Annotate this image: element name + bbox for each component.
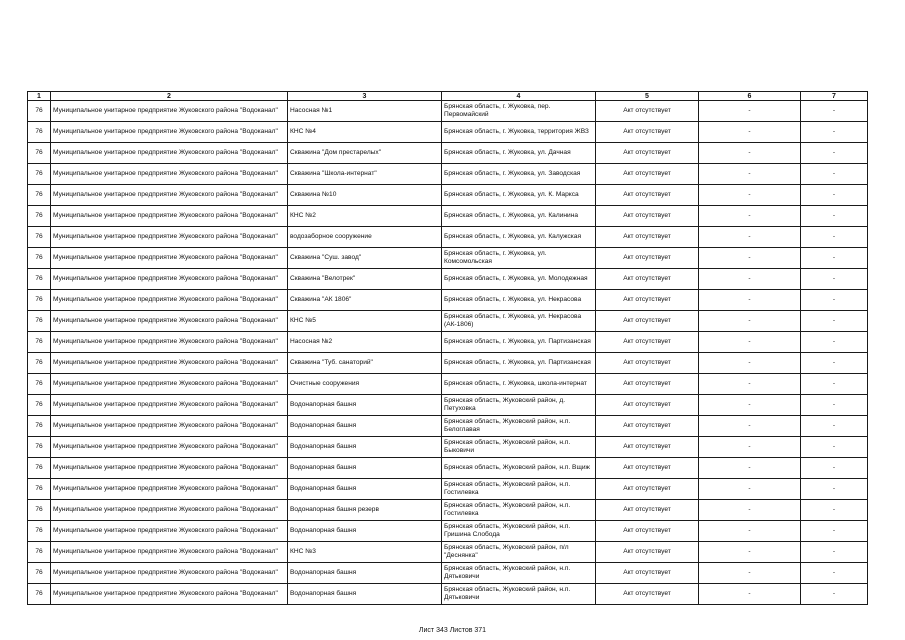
column-6-cell: - bbox=[699, 164, 801, 185]
address-cell: Брянская область, Жуковский район, н.п. Вщиж bbox=[442, 458, 596, 479]
address-cell: Брянская область, Жуковский район, д. Петуховка bbox=[442, 395, 596, 416]
object-cell: КНС №3 bbox=[288, 542, 442, 563]
object-cell: Очистные сооружения bbox=[288, 374, 442, 395]
column-header: 2 bbox=[51, 92, 288, 101]
object-cell: Скважина "Туб. санаторий" bbox=[288, 353, 442, 374]
column-7-cell: - bbox=[801, 206, 868, 227]
row-number-cell: 76 bbox=[28, 227, 51, 248]
organization-cell: Муниципальное унитарное предприятие Жуковского района "Водоканал" bbox=[51, 122, 288, 143]
column-6-cell: - bbox=[699, 395, 801, 416]
table-row bbox=[28, 479, 868, 500]
organization-cell: Муниципальное унитарное предприятие Жуковского района "Водоканал" bbox=[51, 332, 288, 353]
act-status-cell: Акт отсутствует bbox=[596, 458, 699, 479]
address-cell: Брянская область, г. Жуковка, ул. Партизанская bbox=[442, 353, 596, 374]
object-cell: Скважина "Дом престарелых" bbox=[288, 143, 442, 164]
column-6-cell: - bbox=[699, 143, 801, 164]
address-cell: Брянская область, г. Жуковка, пер. Первомайский bbox=[442, 101, 596, 122]
organization-cell: Муниципальное унитарное предприятие Жуковского района "Водоканал" bbox=[51, 101, 288, 122]
row-number-cell: 76 bbox=[28, 374, 51, 395]
table-row bbox=[28, 143, 868, 164]
object-cell: Скважина "Суш. завод" bbox=[288, 248, 442, 269]
object-cell: Водонапорная башня bbox=[288, 563, 442, 584]
address-cell: Брянская область, Жуковский район, п/л "Деснянка" bbox=[442, 542, 596, 563]
table-row bbox=[28, 437, 868, 458]
address-cell: Брянская область, г. Жуковка, ул. Молодежная bbox=[442, 269, 596, 290]
column-7-cell: - bbox=[801, 395, 868, 416]
table-row bbox=[28, 563, 868, 584]
organization-cell: Муниципальное унитарное предприятие Жуковского района "Водоканал" bbox=[51, 143, 288, 164]
object-cell: Водонапорная башня bbox=[288, 458, 442, 479]
row-number-cell: 76 bbox=[28, 521, 51, 542]
table-header bbox=[28, 92, 868, 101]
column-7-cell: - bbox=[801, 311, 868, 332]
row-number-cell: 76 bbox=[28, 542, 51, 563]
row-number-cell: 76 bbox=[28, 164, 51, 185]
object-cell: Водонапорная башня bbox=[288, 395, 442, 416]
object-cell: Водонапорная башня bbox=[288, 416, 442, 437]
address-cell: Брянская область, Жуковский район, н.п. Дятьковичи bbox=[442, 563, 596, 584]
object-cell: Скважина "Школа-интернат" bbox=[288, 164, 442, 185]
column-6-cell: - bbox=[699, 416, 801, 437]
object-cell: Водонапорная башня bbox=[288, 437, 442, 458]
row-number-cell: 76 bbox=[28, 290, 51, 311]
column-7-cell: - bbox=[801, 416, 868, 437]
object-cell: Водонапорная башня bbox=[288, 521, 442, 542]
act-status-cell: Акт отсутствует bbox=[596, 290, 699, 311]
column-6-cell: - bbox=[699, 437, 801, 458]
table-row bbox=[28, 248, 868, 269]
organization-cell: Муниципальное унитарное предприятие Жуковского района "Водоканал" bbox=[51, 479, 288, 500]
act-status-cell: Акт отсутствует bbox=[596, 374, 699, 395]
organization-cell: Муниципальное унитарное предприятие Жуковского района "Водоканал" bbox=[51, 290, 288, 311]
address-cell: Брянская область, г. Жуковка, ул. Калужская bbox=[442, 227, 596, 248]
organization-cell: Муниципальное унитарное предприятие Жуковского района "Водоканал" bbox=[51, 374, 288, 395]
table-row bbox=[28, 290, 868, 311]
act-status-cell: Акт отсутствует bbox=[596, 563, 699, 584]
column-7-cell: - bbox=[801, 269, 868, 290]
organization-cell: Муниципальное унитарное предприятие Жуковского района "Водоканал" bbox=[51, 164, 288, 185]
column-6-cell: - bbox=[699, 122, 801, 143]
act-status-cell: Акт отсутствует bbox=[596, 122, 699, 143]
column-7-cell: - bbox=[801, 332, 868, 353]
address-cell: Брянская область, г. Жуковка, территория ЖВЗ bbox=[442, 122, 596, 143]
column-6-cell: - bbox=[699, 101, 801, 122]
act-status-cell: Акт отсутствует bbox=[596, 521, 699, 542]
column-7-cell: - bbox=[801, 437, 868, 458]
act-status-cell: Акт отсутствует bbox=[596, 416, 699, 437]
address-cell: Брянская область, г. Жуковка, ул. Партизанская bbox=[442, 332, 596, 353]
column-6-cell: - bbox=[699, 479, 801, 500]
table-row bbox=[28, 311, 868, 332]
row-number-cell: 76 bbox=[28, 353, 51, 374]
address-cell: Брянская область, Жуковский район, н.п. Быковичи bbox=[442, 437, 596, 458]
table-row bbox=[28, 164, 868, 185]
row-number-cell: 76 bbox=[28, 206, 51, 227]
table-row bbox=[28, 101, 868, 122]
address-cell: Брянская область, г. Жуковка, школа-интернат bbox=[442, 374, 596, 395]
object-cell: КНС №5 bbox=[288, 311, 442, 332]
column-header: 4 bbox=[442, 92, 596, 101]
organization-cell: Муниципальное унитарное предприятие Жуковского района "Водоканал" bbox=[51, 269, 288, 290]
table-row bbox=[28, 395, 868, 416]
column-7-cell: - bbox=[801, 227, 868, 248]
organization-cell: Муниципальное унитарное предприятие Жуковского района "Водоканал" bbox=[51, 248, 288, 269]
organization-cell: Муниципальное унитарное предприятие Жуковского района "Водоканал" bbox=[51, 437, 288, 458]
act-status-cell: Акт отсутствует bbox=[596, 542, 699, 563]
row-number-cell: 76 bbox=[28, 311, 51, 332]
column-7-cell: - bbox=[801, 374, 868, 395]
act-status-cell: Акт отсутствует bbox=[596, 164, 699, 185]
table-row bbox=[28, 374, 868, 395]
address-cell: Брянская область, Жуковский район, н.п. Гостилевка bbox=[442, 479, 596, 500]
organization-cell: Муниципальное унитарное предприятие Жуковского района "Водоканал" bbox=[51, 521, 288, 542]
object-cell: Скважина "Велотрек" bbox=[288, 269, 442, 290]
object-cell: Скважина "АК 1806" bbox=[288, 290, 442, 311]
act-status-cell: Акт отсутствует bbox=[596, 437, 699, 458]
column-6-cell: - bbox=[699, 374, 801, 395]
table-row bbox=[28, 458, 868, 479]
address-cell: Брянская область, г. Жуковка, ул. Дачная bbox=[442, 143, 596, 164]
table-row bbox=[28, 269, 868, 290]
column-7-cell: - bbox=[801, 542, 868, 563]
row-number-cell: 76 bbox=[28, 248, 51, 269]
row-number-cell: 76 bbox=[28, 584, 51, 605]
column-7-cell: - bbox=[801, 353, 868, 374]
address-cell: Брянская область, г. Жуковка, ул. Калинина bbox=[442, 206, 596, 227]
object-cell: Водонапорная башня bbox=[288, 584, 442, 605]
table-row bbox=[28, 227, 868, 248]
row-number-cell: 76 bbox=[28, 143, 51, 164]
column-6-cell: - bbox=[699, 248, 801, 269]
organization-cell: Муниципальное унитарное предприятие Жуковского района "Водоканал" bbox=[51, 227, 288, 248]
column-7-cell: - bbox=[801, 500, 868, 521]
address-cell: Брянская область, Жуковский район, н.п. Гришина Слобода bbox=[442, 521, 596, 542]
column-7-cell: - bbox=[801, 563, 868, 584]
organization-cell: Муниципальное унитарное предприятие Жуковского района "Водоканал" bbox=[51, 353, 288, 374]
table-body bbox=[28, 101, 868, 605]
column-header: 1 bbox=[28, 92, 51, 101]
address-cell: Брянская область, Жуковский район, н.п. Белоглавая bbox=[442, 416, 596, 437]
row-number-cell: 76 bbox=[28, 395, 51, 416]
organization-cell: Муниципальное унитарное предприятие Жуковского района "Водоканал" bbox=[51, 395, 288, 416]
address-cell: Брянская область, г. Жуковка, ул. К. Маркса bbox=[442, 185, 596, 206]
row-number-cell: 76 bbox=[28, 479, 51, 500]
address-cell: Брянская область, г. Жуковка, ул. Комсомольская bbox=[442, 248, 596, 269]
address-cell: Брянская область, г. Жуковка, ул. Заводская bbox=[442, 164, 596, 185]
object-cell: КНС №4 bbox=[288, 122, 442, 143]
row-number-cell: 76 bbox=[28, 122, 51, 143]
table-row bbox=[28, 500, 868, 521]
organization-cell: Муниципальное унитарное предприятие Жуковского района "Водоканал" bbox=[51, 416, 288, 437]
table-row bbox=[28, 416, 868, 437]
column-6-cell: - bbox=[699, 290, 801, 311]
organization-cell: Муниципальное унитарное предприятие Жуковского района "Водоканал" bbox=[51, 185, 288, 206]
column-7-cell: - bbox=[801, 521, 868, 542]
column-6-cell: - bbox=[699, 353, 801, 374]
table-row bbox=[28, 122, 868, 143]
row-number-cell: 76 bbox=[28, 101, 51, 122]
column-7-cell: - bbox=[801, 101, 868, 122]
row-number-cell: 76 bbox=[28, 332, 51, 353]
column-6-cell: - bbox=[699, 563, 801, 584]
address-cell: Брянская область, г. Жуковка, ул. Некрасова (АК-1806) bbox=[442, 311, 596, 332]
column-header: 3 bbox=[288, 92, 442, 101]
column-6-cell: - bbox=[699, 269, 801, 290]
act-status-cell: Акт отсутствует bbox=[596, 353, 699, 374]
column-6-cell: - bbox=[699, 332, 801, 353]
act-status-cell: Акт отсутствует bbox=[596, 311, 699, 332]
column-7-cell: - bbox=[801, 143, 868, 164]
row-number-cell: 76 bbox=[28, 269, 51, 290]
column-7-cell: - bbox=[801, 290, 868, 311]
column-6-cell: - bbox=[699, 458, 801, 479]
act-status-cell: Акт отсутствует bbox=[596, 500, 699, 521]
act-status-cell: Акт отсутствует bbox=[596, 143, 699, 164]
column-6-cell: - bbox=[699, 311, 801, 332]
organization-cell: Муниципальное унитарное предприятие Жуковского района "Водоканал" bbox=[51, 542, 288, 563]
column-header: 7 bbox=[801, 92, 868, 101]
act-status-cell: Акт отсутствует bbox=[596, 479, 699, 500]
column-header: 5 bbox=[596, 92, 699, 101]
table-row bbox=[28, 206, 868, 227]
organization-cell: Муниципальное унитарное предприятие Жуковского района "Водоканал" bbox=[51, 311, 288, 332]
act-status-cell: Акт отсутствует bbox=[596, 332, 699, 353]
header-row bbox=[28, 92, 868, 101]
column-7-cell: - bbox=[801, 479, 868, 500]
object-cell: Насосная №2 bbox=[288, 332, 442, 353]
object-cell: КНС №2 bbox=[288, 206, 442, 227]
table-row bbox=[28, 332, 868, 353]
column-7-cell: - bbox=[801, 164, 868, 185]
row-number-cell: 76 bbox=[28, 437, 51, 458]
address-cell: Брянская область, Жуковский район, н.п. Гостилевка bbox=[442, 500, 596, 521]
act-status-cell: Акт отсутствует bbox=[596, 248, 699, 269]
column-6-cell: - bbox=[699, 584, 801, 605]
table-row bbox=[28, 521, 868, 542]
table-row bbox=[28, 584, 868, 605]
row-number-cell: 76 bbox=[28, 563, 51, 584]
column-7-cell: - bbox=[801, 122, 868, 143]
page-footer: Лист 343 Листов 371 bbox=[418, 627, 487, 634]
register-table bbox=[27, 91, 868, 605]
organization-cell: Муниципальное унитарное предприятие Жуковского района "Водоканал" bbox=[51, 206, 288, 227]
object-cell: Насосная №1 bbox=[288, 101, 442, 122]
address-cell: Брянская область, г. Жуковка, ул. Некрасова bbox=[442, 290, 596, 311]
organization-cell: Муниципальное унитарное предприятие Жуковского района "Водоканал" bbox=[51, 563, 288, 584]
act-status-cell: Акт отсутствует bbox=[596, 101, 699, 122]
column-7-cell: - bbox=[801, 584, 868, 605]
organization-cell: Муниципальное унитарное предприятие Жуковского района "Водоканал" bbox=[51, 584, 288, 605]
object-cell: Скважина №10 bbox=[288, 185, 442, 206]
column-header: 6 bbox=[699, 92, 801, 101]
table-row bbox=[28, 542, 868, 563]
row-number-cell: 76 bbox=[28, 458, 51, 479]
object-cell: Водонапорная башня резерв bbox=[288, 500, 442, 521]
row-number-cell: 76 bbox=[28, 500, 51, 521]
act-status-cell: Акт отсутствует bbox=[596, 185, 699, 206]
table-row bbox=[28, 353, 868, 374]
column-6-cell: - bbox=[699, 185, 801, 206]
column-6-cell: - bbox=[699, 500, 801, 521]
column-6-cell: - bbox=[699, 206, 801, 227]
column-6-cell: - bbox=[699, 542, 801, 563]
act-status-cell: Акт отсутствует bbox=[596, 584, 699, 605]
act-status-cell: Акт отсутствует bbox=[596, 227, 699, 248]
act-status-cell: Акт отсутствует bbox=[596, 206, 699, 227]
column-7-cell: - bbox=[801, 185, 868, 206]
object-cell: Водонапорная башня bbox=[288, 479, 442, 500]
object-cell: водозаборное сооружение bbox=[288, 227, 442, 248]
address-cell: Брянская область, Жуковский район, н.п. Дятьковичи bbox=[442, 584, 596, 605]
act-status-cell: Акт отсутствует bbox=[596, 395, 699, 416]
column-7-cell: - bbox=[801, 458, 868, 479]
row-number-cell: 76 bbox=[28, 416, 51, 437]
table-row bbox=[28, 185, 868, 206]
organization-cell: Муниципальное унитарное предприятие Жуковского района "Водоканал" bbox=[51, 500, 288, 521]
act-status-cell: Акт отсутствует bbox=[596, 269, 699, 290]
column-7-cell: - bbox=[801, 248, 868, 269]
column-6-cell: - bbox=[699, 521, 801, 542]
row-number-cell: 76 bbox=[28, 185, 51, 206]
column-6-cell: - bbox=[699, 227, 801, 248]
organization-cell: Муниципальное унитарное предприятие Жуковского района "Водоканал" bbox=[51, 458, 288, 479]
